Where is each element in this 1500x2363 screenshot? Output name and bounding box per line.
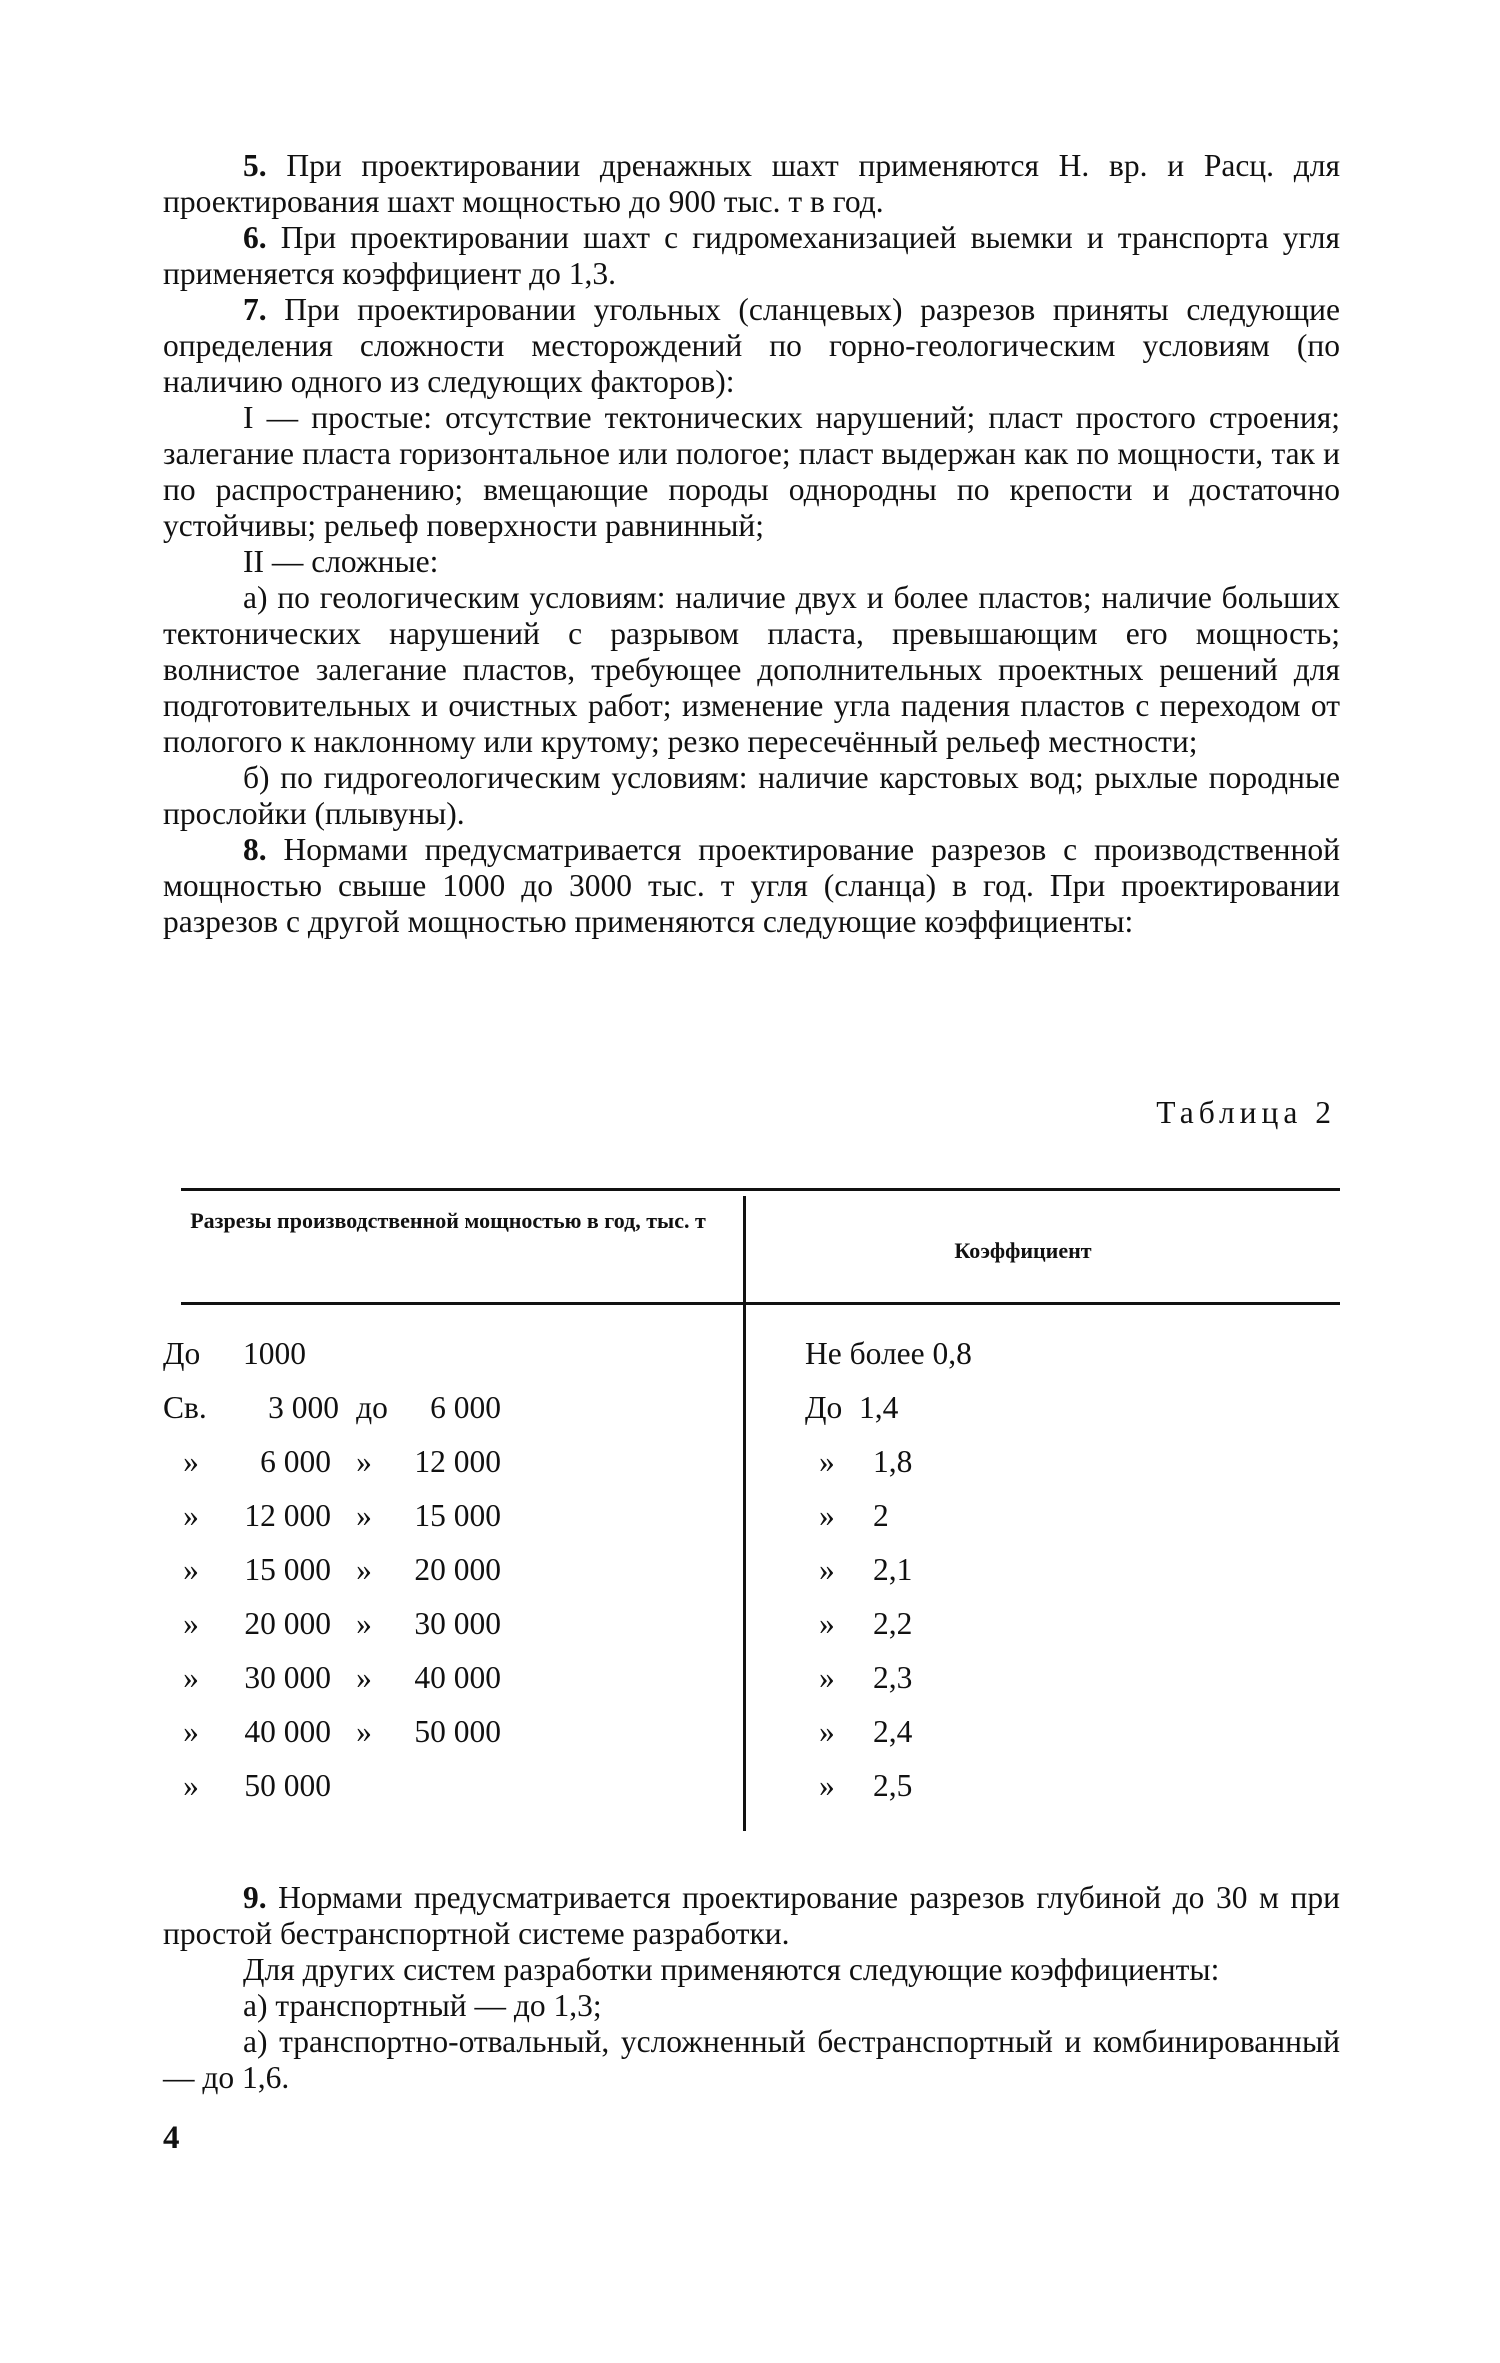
coefficient-prefix: » — [819, 1606, 835, 1641]
paragraph-text: а) по геологическим условиям: наличие двух и более пластов; наличие больших тектонических нарушений с разрывом пласта, превышающим его мощность; волнистое залегание пластов, требующее дополнительных проектных решений для подготовительных и очистных работ; изменение угла падения пластов с переходом от пологого к наклонному или крутому; резко пересечённый рельеф местности; — [163, 580, 1340, 759]
range-prefix: До — [163, 1336, 201, 1371]
coefficient-prefix: » — [819, 1768, 835, 1803]
range-from: 15 000 — [244, 1552, 331, 1587]
paragraph-transport-dump — [163, 2024, 1340, 2096]
range-from: 3 000 — [268, 1390, 339, 1425]
bottom-text-block — [163, 1880, 1340, 2096]
table-header-coefficient: Коэффициент — [954, 1238, 1092, 1263]
paragraph-hydrogeological — [163, 760, 1340, 832]
paragraph-text: При проектировании шахт с гидромеханизацией выемки и транспорта угля применяется коэффициент до 1,3. — [163, 220, 1340, 291]
paragraph-number: 6. — [243, 220, 267, 255]
coefficient-cell — [805, 1768, 912, 1804]
table-caption: Таблица 2 — [1156, 1095, 1336, 1130]
coefficient-cell — [805, 1336, 972, 1372]
capacity-cell — [163, 1606, 501, 1642]
paragraph-transport — [163, 1988, 1340, 2024]
range-from: 40 000 — [244, 1714, 331, 1749]
range-prefix: » — [183, 1552, 199, 1587]
coefficient-cell — [805, 1552, 912, 1588]
table-row — [163, 1606, 1340, 1660]
paragraph-text: б) по гидрогеологическим условиям: наличие карстовых вод; рыхлые породные прослойки (плывуны). — [163, 760, 1340, 831]
range-prefix: » — [183, 1660, 199, 1695]
table-header-capacity: Разрезы производственной мощностью в год, тыс. т — [190, 1208, 706, 1233]
paragraph-text: Нормами предусматривается проектирование разрезов с производственной мощностью свыше 1000 до 3000 тыс. т угля (сланца) в год. При проектировании разрезов с другой мощностью применяются следующие коэффициенты: — [163, 832, 1340, 939]
table-header-rule — [181, 1302, 1340, 1305]
range-to: 30 000 — [414, 1606, 501, 1641]
paragraph-text: Нормами предусматривается проектирование разрезов глубиной до 30 м при простой бестранспортной системе разработки. — [163, 1880, 1340, 1951]
paragraph-text: а) транспортный — до 1,3; — [243, 1988, 602, 2023]
paragraph-geological — [163, 580, 1340, 760]
paragraph-text: При проектировании дренажных шахт применяются Н. вр. и Расц. для проектирования шахт мощностью до 900 тыс. т в год. — [163, 148, 1340, 219]
coefficient-prefix: До — [805, 1390, 843, 1425]
coefficient-prefix: » — [819, 1714, 835, 1749]
range-prefix: » — [183, 1444, 199, 1479]
coefficient-value: 0,8 — [932, 1336, 972, 1371]
coefficient-cell — [805, 1714, 912, 1750]
coefficient-cell — [805, 1390, 898, 1426]
range-to: 50 000 — [414, 1714, 501, 1749]
range-from: 20 000 — [244, 1606, 331, 1641]
paragraph-text: II — сложные: — [243, 544, 439, 579]
capacity-cell — [163, 1660, 501, 1696]
coefficient-value: 1,4 — [859, 1390, 899, 1425]
paragraph-text: I — простые: отсутствие тектонических нарушений; пласт простого строения; залегание пласта горизонтальное или пологое; пласт выдержан как по мощности, так и по распространению; вмещающие породы однородны по крепости и достаточно устойчивы; рельеф поверхности равнинный; — [163, 400, 1340, 543]
table-row — [163, 1552, 1340, 1606]
range-from: 30 000 — [244, 1660, 331, 1695]
range-prefix: » — [183, 1714, 199, 1749]
paragraph-9 — [163, 1880, 1340, 1952]
coefficient-value: 1,8 — [873, 1444, 913, 1479]
table-row — [163, 1498, 1340, 1552]
paragraph-other-systems — [163, 1952, 1340, 1988]
coefficient-prefix: » — [819, 1498, 835, 1533]
paragraph-5 — [163, 148, 1340, 220]
table-row — [163, 1714, 1340, 1768]
range-connector: до — [356, 1390, 388, 1425]
table-row — [163, 1336, 1340, 1390]
page-number: 4 — [163, 2120, 180, 2156]
range-connector: » — [356, 1444, 372, 1479]
paragraph-number: 8. — [243, 832, 267, 867]
paragraph-text: При проектировании угольных (сланцевых) разрезов приняты следующие определения сложности месторождений по горно-геологическим условиям (по наличию одного из следующих факторов): — [163, 292, 1340, 399]
coefficient-prefix: » — [819, 1660, 835, 1695]
paragraph-text: Для других систем разработки применяются следующие коэффициенты: — [243, 1952, 1220, 1987]
coefficient-cell — [805, 1606, 912, 1642]
range-prefix: Св. — [163, 1390, 207, 1425]
paragraph-number: 9. — [243, 1880, 267, 1915]
coefficient-cell — [805, 1498, 889, 1534]
coefficient-value: 2,2 — [873, 1606, 913, 1641]
coefficient-prefix: » — [819, 1444, 835, 1479]
range-from: 50 000 — [244, 1768, 331, 1803]
coefficient-value: 2 — [873, 1498, 889, 1533]
coefficient-cell — [805, 1444, 912, 1480]
range-to: 20 000 — [414, 1552, 501, 1587]
paragraph-complex-conditions — [163, 544, 1340, 580]
table-row — [163, 1444, 1340, 1498]
paragraph-number: 5. — [243, 148, 267, 183]
range-prefix: » — [183, 1498, 199, 1533]
paragraph-8 — [163, 832, 1340, 940]
coefficient-value: 2,5 — [873, 1768, 913, 1803]
paragraph-number: 7. — [243, 292, 267, 327]
coefficient-table — [163, 1188, 1340, 1838]
top-text-block — [163, 148, 1340, 940]
capacity-cell — [163, 1552, 501, 1588]
range-from: 12 000 — [244, 1498, 331, 1533]
range-connector: » — [356, 1552, 372, 1587]
range-connector: » — [356, 1498, 372, 1533]
paragraph-7 — [163, 292, 1340, 400]
table-row — [163, 1768, 1340, 1822]
coefficient-cell — [805, 1660, 912, 1696]
range-to: 15 000 — [414, 1498, 501, 1533]
range-to: 12 000 — [414, 1444, 501, 1479]
range-to: 6 000 — [430, 1390, 501, 1425]
capacity-cell — [163, 1336, 306, 1372]
range-connector: » — [356, 1714, 372, 1749]
capacity-cell — [163, 1444, 501, 1480]
paragraph-text: а) транспортно-отвальный, усложненный бестранспортный и комбинированный — до 1,6. — [163, 2024, 1340, 2095]
table-row — [163, 1660, 1340, 1714]
capacity-cell — [163, 1714, 501, 1750]
paragraph-6 — [163, 220, 1340, 292]
range-from: 6 000 — [260, 1444, 331, 1479]
capacity-cell — [163, 1390, 501, 1426]
coefficient-prefix: Не более — [805, 1336, 925, 1371]
coefficient-value: 2,3 — [873, 1660, 913, 1695]
paragraph-simple-conditions — [163, 400, 1340, 544]
coefficient-value: 2,4 — [873, 1714, 913, 1749]
range-connector: » — [356, 1606, 372, 1641]
range-prefix: » — [183, 1606, 199, 1641]
range-to: 40 000 — [414, 1660, 501, 1695]
coefficient-prefix: » — [819, 1552, 835, 1587]
range-from: 1000 — [243, 1336, 306, 1371]
range-prefix: » — [183, 1768, 199, 1803]
range-connector: » — [356, 1660, 372, 1695]
coefficient-value: 2,1 — [873, 1552, 913, 1587]
capacity-cell — [163, 1768, 331, 1804]
table-row — [163, 1390, 1340, 1444]
table-top-rule — [181, 1188, 1340, 1191]
capacity-cell — [163, 1498, 501, 1534]
